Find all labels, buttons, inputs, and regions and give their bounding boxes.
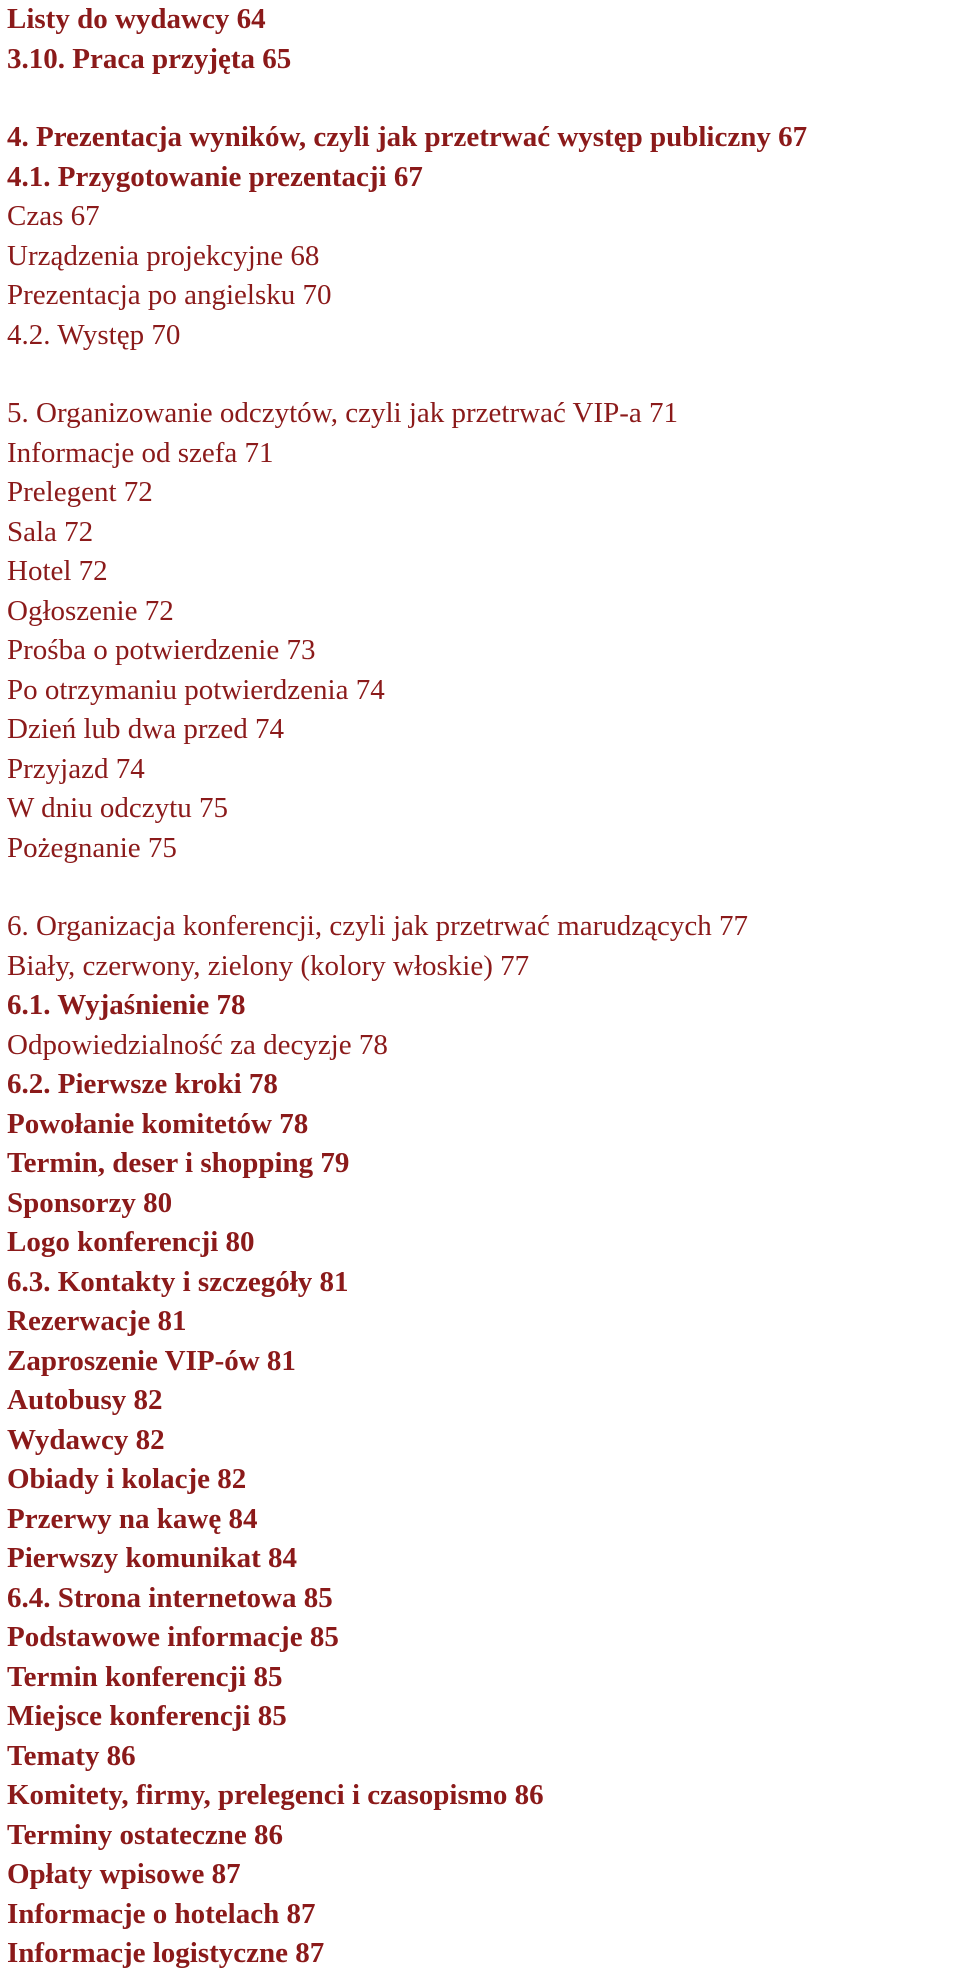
toc-entry: Obiady i kolacje 82 <box>7 1463 247 1495</box>
toc-entry: Po otrzymaniu potwierdzenia 74 <box>7 673 385 706</box>
toc-entry: 6.1. Wyjaśnienie 78 <box>7 989 246 1021</box>
toc-entry: Podstawowe informacje 85 <box>7 1621 339 1653</box>
toc-entry: Rezerwacje 81 <box>7 1305 187 1337</box>
toc-section <box>7 0 947 79</box>
toc-entry: Zaproszenie VIP-ów 81 <box>7 1344 296 1377</box>
toc-entry: Opłaty wpisowe 87 <box>7 1858 241 1890</box>
toc-entry: Prośba o potwierdzenie 73 <box>7 634 316 666</box>
toc-entry: Termin, deser i shopping 79 <box>7 1147 350 1179</box>
toc-entry: Prezentacja po angielsku 70 <box>7 279 332 311</box>
toc-entry: Listy do wydawcy 64 <box>7 3 266 35</box>
toc-section <box>7 118 947 355</box>
toc-entry: Sala 72 <box>7 515 94 548</box>
toc-entry: 4. Prezentacja wyników, czyli jak przetrwać występ publiczny 67 <box>7 121 808 153</box>
toc-entry: Informacje o hotelach 87 <box>7 1897 316 1930</box>
toc-entry: W dniu odczytu 75 <box>7 792 228 824</box>
toc-entry: Biały, czerwony, zielony (kolory włoskie) 77 <box>7 949 530 982</box>
toc-entry: Logo konferencji 80 <box>7 1226 255 1258</box>
toc-entry: Informacje logistyczne 87 <box>7 1937 325 1969</box>
toc-entry: Termin konferencji 85 <box>7 1660 283 1693</box>
toc-entry: Miejsce konferencji 85 <box>7 1700 287 1732</box>
toc-entry: Czas 67 <box>7 200 100 232</box>
toc-section <box>7 907 947 1974</box>
toc-entry: 3.10. Praca przyjęta 65 <box>7 42 292 75</box>
toc-entry: Wydawcy 82 <box>7 1423 165 1456</box>
toc-entry: Tematy 86 <box>7 1739 136 1772</box>
toc-entry: Ogłoszenie 72 <box>7 594 174 627</box>
toc-entry: Informacje od szefa 71 <box>7 436 274 469</box>
toc-entry: Urządzenia projekcyjne 68 <box>7 239 320 272</box>
toc-entry: Komitety, firmy, prelegenci i czasopismo 86 <box>7 1779 544 1811</box>
toc-entry: Przyjazd 74 <box>7 752 145 785</box>
toc-entry: 4.2. Występ 70 <box>7 318 181 351</box>
toc-entry: 6. Organizacja konferencji, czyli jak przetrwać marudzących 77 <box>7 910 749 942</box>
toc-entry: Prelegent 72 <box>7 476 153 508</box>
toc-entry: Terminy ostateczne 86 <box>7 1818 283 1851</box>
toc-entry: 6.4. Strona internetowa 85 <box>7 1581 333 1614</box>
toc-entry: 4.1. Przygotowanie prezentacji 67 <box>7 160 423 193</box>
toc-entry: Odpowiedzialność za decyzje 78 <box>7 1028 388 1061</box>
toc-entry: Przerwy na kawę 84 <box>7 1502 258 1535</box>
toc-entry: Hotel 72 <box>7 555 108 587</box>
table-of-contents <box>7 0 947 1974</box>
toc-entry: 6.2. Pierwsze kroki 78 <box>7 1068 278 1100</box>
toc-entry: Autobusy 82 <box>7 1384 163 1416</box>
toc-section <box>7 394 947 868</box>
toc-entry: Powołanie komitetów 78 <box>7 1107 309 1140</box>
toc-entry: 6.3. Kontakty i szczegóły 81 <box>7 1265 349 1298</box>
toc-entry: Pożegnanie 75 <box>7 831 177 864</box>
toc-entry: 5. Organizowanie odczytów, czyli jak przetrwać VIP-a 71 <box>7 397 679 429</box>
toc-entry: Pierwszy komunikat 84 <box>7 1542 297 1574</box>
toc-entry: Sponsorzy 80 <box>7 1186 173 1219</box>
toc-entry: Dzień lub dwa przed 74 <box>7 713 285 745</box>
